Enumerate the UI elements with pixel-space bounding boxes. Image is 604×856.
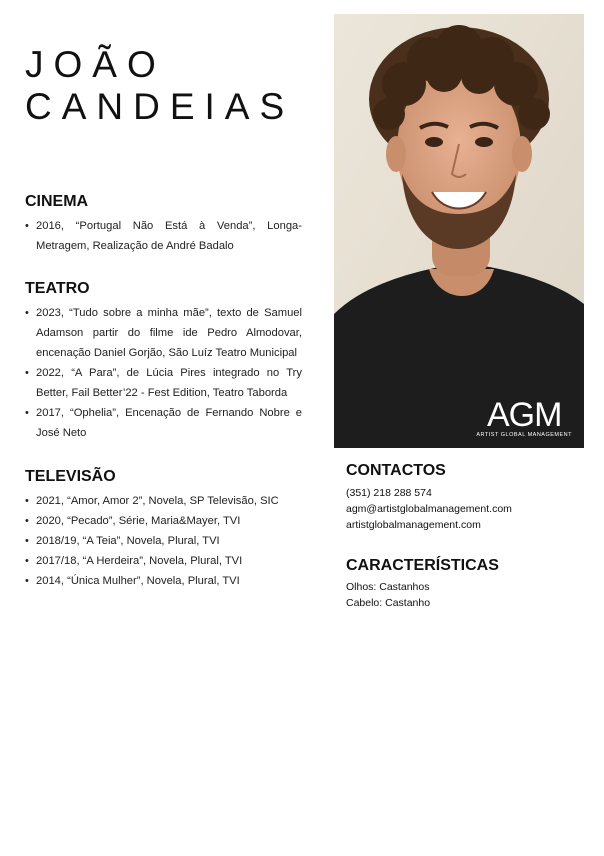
list-item: • 2017/18, “A Herdeira”, Novela, Plural, TVI [25,555,243,567]
teatro-title: TEATRO [25,280,90,297]
caracteristicas-block [346,579,430,611]
list-item: • 2021, “Amor, Amor 2”, Novela, SP Televisão, SIC [25,495,279,507]
contactos-block [346,485,512,533]
agm-logo-subtext: ARTIST GLOBAL MANAGEMENT [476,432,572,438]
list-item: • 2017, “Ophelia”, Encenação de Fernando Nobre e José Neto [25,407,302,439]
email-link[interactable]: agm@artistglobalmanagement.com [346,503,512,515]
hair-color: Cabelo: Castanho [346,597,431,609]
caracteristicas-title: CARACTERÍSTICAS [346,557,499,574]
cinema-list [25,216,302,256]
website-link[interactable]: artistglobalmanagement.com [346,519,481,531]
actor-last-name: CANDEIAS [25,86,295,127]
list-item: • 2022, “A Para”, de Lúcia Pires integrado no Try Better, Fail Better’22 - Fest Edition, Teatro Taborda [25,367,302,399]
agm-logo-text: AGM [486,396,562,434]
list-item: • 2023, “Tudo sobre a minha mãe”, texto de Samuel Adamson partir do filme ide Pedro Almodovar, encenação Daniel Gorjão, São Luíz Teatro Municipal [25,307,302,359]
contactos-title: CONTACTOS [346,462,446,479]
eye-color: Olhos: Castanhos [346,581,430,593]
televisao-list [25,491,302,591]
list-item: • 2016, “Portugal Não Está à Venda”, Longa-Metragem, Realização de André Badalo [25,220,302,252]
actor-name [25,44,294,128]
portrait-photo [334,14,584,448]
televisao-title: TELEVISÃO [25,468,116,485]
agm-logo [476,398,572,438]
phone-number: (351) 218 288 574 [346,487,432,499]
list-item: • 2020, “Pecado”, Série, Maria&Mayer, TVI [25,515,241,527]
actor-first-name: JOÃO [25,44,166,85]
teatro-list [25,303,302,443]
list-item: • 2014, “Única Mulher”, Novela, Plural, TVI [25,575,240,587]
list-item: • 2018/19, “A Teia”, Novela, Plural, TVI [25,535,220,547]
cinema-title: CINEMA [25,193,89,210]
